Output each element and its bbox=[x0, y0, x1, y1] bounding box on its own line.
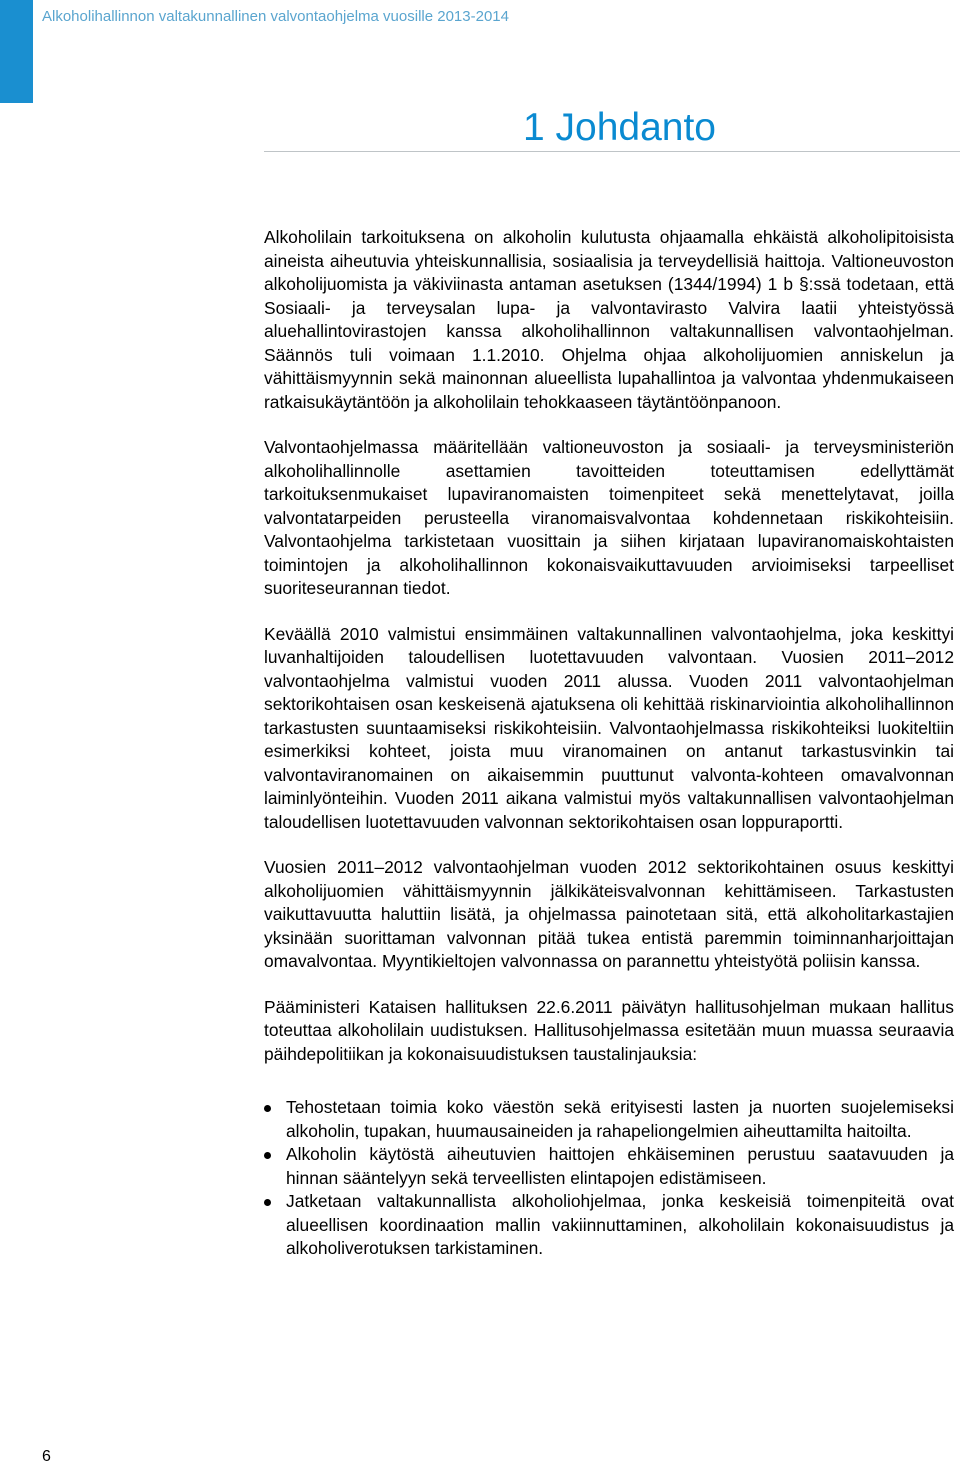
list-item bbox=[264, 1096, 954, 1143]
bullet-text: Alkoholin käytöstä aiheutuvien haittojen ehkäiseminen perustuu saatavuuden ja hinnan sääntelyyn sekä terveellisten elintapojen edistämiseen. bbox=[286, 1144, 954, 1188]
chapter-title: 1 Johdanto bbox=[522, 106, 716, 149]
bullet-icon bbox=[264, 1152, 271, 1159]
bullet-text: Tehostetaan toimia koko väestön sekä erityisesti lasten ja nuorten suojelemiseksi alkoholin, tupakan, huumausaineiden ja rahapeliongelmien aiheuttamilta haitoilta. bbox=[286, 1097, 954, 1141]
body-text bbox=[264, 226, 954, 1261]
chapter-color-tab bbox=[0, 0, 33, 103]
policy-bullet-list bbox=[264, 1096, 954, 1261]
bullet-text: Jatketaan valtakunnallista alkoholiohjelmaa, jonka keskeisiä toimenpiteitä ovat alueellisen koordinaation mallin vakiinnuttaminen, alkoholilain kokonaisuudistus ja alkoholiverotuksen tarkistaminen. bbox=[286, 1191, 954, 1258]
bullet-icon bbox=[264, 1105, 271, 1112]
list-item bbox=[264, 1190, 954, 1261]
title-divider bbox=[264, 151, 960, 152]
paragraph-history-2010: Keväällä 2010 valmistui ensimmäinen valtakunnallinen valvontaohjelma, joka keskittyi luvanhaltijoiden taloudellisen luotettavuuden valvontaan. Vuosien 2011–2012 valvontaohjelma valmistui vuoden 2011 alussa. Vuoden 2011 valvontaohjelman sektorikohtaisen osan keskeisenä ajatuksena oli kehittää riskinarviointia alkoholihallinnon tarkastusten suuntaamiseksi riskikohteisiin. Valvontaohjelmassa riskikohteiksi luokiteltiin esimerkiksi kohteet, joista muu viranomainen on antanut tarkastusvinkin tai valvontaviranomainen on aikaisemmin puuttunut valvonta-kohteen omavalvonnan laiminlyönteihin. Vuoden 2011 aikana valmistui myös valtakunnallisen valvontaohjelman taloudellisen luotettavuuden valvonnan sektorikohtaisen osan loppuraportti. bbox=[264, 623, 954, 832]
bullet-icon bbox=[264, 1199, 271, 1206]
list-item bbox=[264, 1143, 954, 1190]
running-header: Alkoholihallinnon valtakunnallinen valvontaohjelma vuosille 2013-2014 bbox=[42, 8, 509, 25]
paragraph-government-program: Pääministeri Kataisen hallituksen 22.6.2011 päivätyn hallitusohjelman mukaan hallitus toteuttaa alkoholilain uudistuksen. Hallitusohjelmassa esitetään muun muassa seuraavia päihdepolitiikan ja kokonaisuudistuksen taustalinjauksia: bbox=[264, 996, 954, 1064]
paragraph-intro: Alkoholilain tarkoituksena on alkoholin kulutusta ohjaamalla ehkäistä alkoholipitoisista aineista aiheutuvia yhteiskunnallisia, sosiaalisia ja terveydellisiä haittoja. Valtioneuvoston alkoholijuomista ja väkiviinasta antaman asetuksen (1344/1994) 1 b §:ssä todetaan, että Sosiaali- ja terveysalan lupa- ja valvontavirasto Valvira laatii yhteistyössä aluehallintovirastojen kanssa alkoholihallinnon valtakunnallisen valvontaohjelman. Säännös tuli voimaan 1.1.2010. Ohjelma ohjaa alkoholijuomien anniskelun ja vähittäismyynnin sekä mainonnan alueellista lupahallintoa ja valvontaa yhdenmukaiseen ratkaisukäytäntöön ja alkoholilain tehokkaaseen täytäntöönpanoon. bbox=[264, 227, 954, 412]
paragraph-program-definition: Valvontaohjelmassa määritellään valtioneuvoston ja sosiaali- ja terveysministeriön alkoholihallinnolle asettamien tavoitteiden toteuttamisen edellyttämät tarkoituksenmukaiset lupaviranomaisten toimenpiteet sekä menettelytavat, joilla valvontatarpeiden perusteella viranomaisvalvontaa kohdennetaan riskikohteisiin. Valvontaohjelma tarkistetaan vuosittain ja siihen kirjataan lupaviranomaiskohtaisten toimintojen ja alkoholihallinnon kokonaisvaikuttavuuden arvioimiseksi tarpeelliset suoriteseurannan tiedot. bbox=[264, 437, 954, 598]
paragraph-2012-focus: Vuosien 2011–2012 valvontaohjelman vuoden 2012 sektorikohtainen osuus keskittyi alkoholijuomien vähittäismyynnin jälkikäteisvalvonnan kehittämiseen. Tarkastusten vaikuttavuutta haluttiin lisätä, ja ohjelmassa painotetaan sitä, että alkoholitarkastajien yksinään suorittaman valvonnan pitää tukea entistä paremmin toiminnanharjoittajan omavalvontaa. Myyntikieltojen valvonnassa on parannettu yhteistyötä poliisin kanssa. bbox=[264, 857, 954, 971]
page-number: 6 bbox=[42, 1448, 51, 1465]
